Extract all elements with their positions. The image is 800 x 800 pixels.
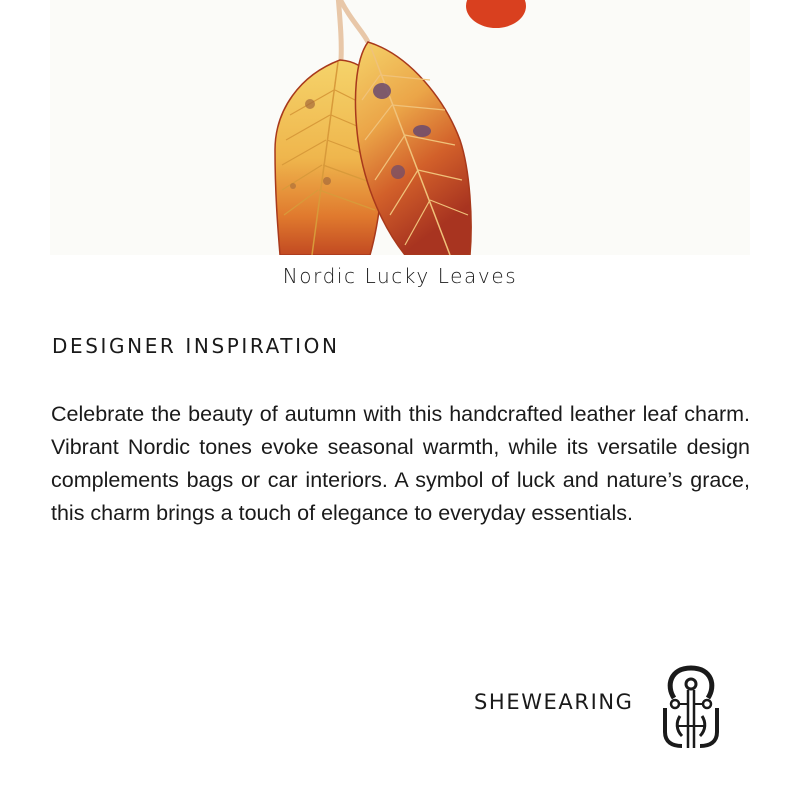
section-heading: DESIGNER INSPIRATION: [52, 334, 340, 358]
shewearing-logo-icon: [660, 664, 722, 750]
leaf-charm-illustration: [50, 0, 750, 255]
product-name: Nordic Lucky Leaves: [282, 264, 518, 288]
product-description: Celebrate the beauty of autumn with this handcrafted leather leaf charm. Vibrant Nordic tones evoke seasonal warmth, while its versatile design complements bags or car interiors. A symbol of luck and nature’s grace, this charm brings a touch of elegance to everyday essentials.: [51, 402, 750, 525]
product-photo: [50, 0, 750, 255]
brand-name: SHEWEARING: [474, 690, 634, 714]
